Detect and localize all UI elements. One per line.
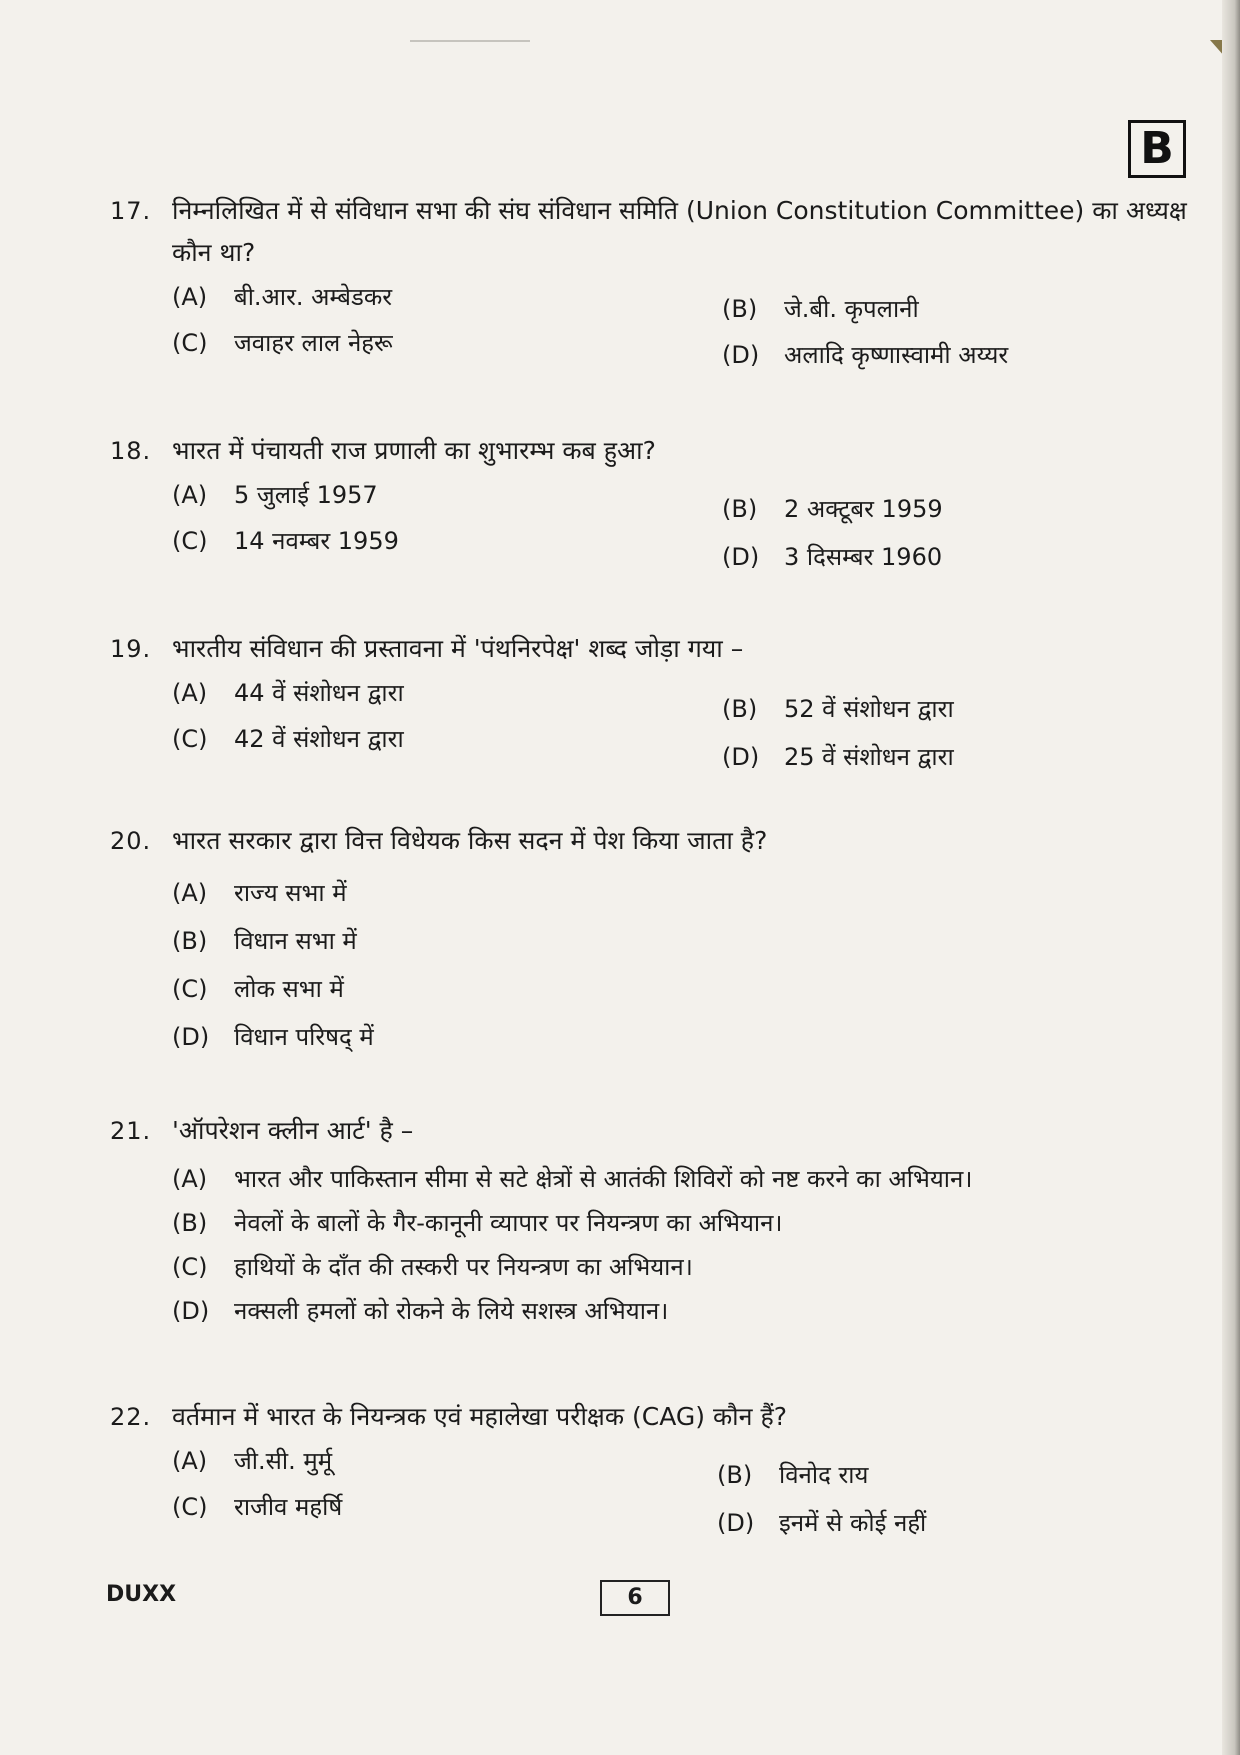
option-b: (B) 52 वें संशोधन द्वारा xyxy=(722,695,954,723)
option-b: (B) नेवलों के बालों के गैर-कानूनी व्यापार पर नियन्त्रण का अभियान। xyxy=(172,1209,783,1237)
question-19 xyxy=(110,628,1200,776)
option-c: (C) जवाहर लाल नेहरू xyxy=(172,329,393,357)
option-a: (A) बी.आर. अम्बेडकर xyxy=(172,283,393,311)
scan-smudge xyxy=(410,40,530,42)
option-d: (D) विधान परिषद् में xyxy=(172,1023,374,1051)
booklet-code: DUXX xyxy=(106,1582,177,1607)
question-text: वर्तमान में भारत के नियन्त्रक एवं महालेखा परीक्षक (CAG) कौन हैं? xyxy=(172,1402,787,1431)
question-18 xyxy=(110,430,1200,578)
question-number: 18. xyxy=(110,437,152,465)
option-d: (D) इनमें से कोई नहीं xyxy=(717,1509,927,1537)
question-text: भारतीय संविधान की प्रस्तावना में 'पंथनिरपेक्ष' शब्द जोड़ा गया – xyxy=(172,634,744,663)
page-edge-shadow xyxy=(1222,0,1240,1755)
question-number: 20. xyxy=(110,827,152,855)
option-b: (B) विनोद राय xyxy=(717,1461,869,1489)
option-a: (A) जी.सी. मुर्मू xyxy=(172,1447,333,1475)
option-b: (B) विधान सभा में xyxy=(172,927,357,955)
question-number: 17. xyxy=(110,197,152,225)
question-number: 22. xyxy=(110,1403,152,1431)
option-d: (D) अलादि कृष्णास्वामी अय्यर xyxy=(722,341,1009,369)
option-c: (C) हाथियों के दाँत की तस्करी पर नियन्त्रण का अभियान। xyxy=(172,1253,693,1281)
question-21 xyxy=(110,1110,1200,1328)
question-number: 19. xyxy=(110,635,152,663)
option-c: (C) 42 वें संशोधन द्वारा xyxy=(172,725,404,753)
question-22 xyxy=(110,1396,1200,1544)
question-text: भारत सरकार द्वारा वित्त विधेयक किस सदन में पेश किया जाता है? xyxy=(172,826,768,855)
option-b: (B) जे.बी. कृपलानी xyxy=(722,295,919,323)
option-c: (C) राजीव महर्षि xyxy=(172,1493,343,1521)
page-number-box: 6 xyxy=(600,1580,670,1616)
question-text: निम्नलिखित में से संविधान सभा की संघ संविधान समिति (Union Constitution Committee) का अध्यक्ष कौन था? xyxy=(172,196,1187,267)
option-d: (D) नक्सली हमलों को रोकने के लिये सशस्त्र अभियान। xyxy=(172,1297,669,1325)
option-c: (C) 14 नवम्बर 1959 xyxy=(172,527,399,555)
option-a: (A) 5 जुलाई 1957 xyxy=(172,481,378,509)
question-17 xyxy=(110,190,1200,380)
option-a: (A) 44 वें संशोधन द्वारा xyxy=(172,679,404,707)
question-set-code-box: B xyxy=(1128,120,1186,178)
option-a: (A) भारत और पाकिस्तान सीमा से सटे क्षेत्रों से आतंकी शिविरों को नष्ट करने का अभियान। xyxy=(172,1165,973,1193)
question-text: 'ऑपरेशन क्लीन आर्ट' है – xyxy=(172,1116,414,1145)
option-c: (C) लोक सभा में xyxy=(172,975,344,1003)
question-text: भारत में पंचायती राज प्रणाली का शुभारम्भ कब हुआ? xyxy=(172,436,656,465)
option-d: (D) 3 दिसम्बर 1960 xyxy=(722,543,943,571)
option-b: (B) 2 अक्टूबर 1959 xyxy=(722,495,943,523)
question-number: 21. xyxy=(110,1117,152,1145)
option-a: (A) राज्य सभा में xyxy=(172,879,347,907)
question-20 xyxy=(110,820,1200,1054)
option-d: (D) 25 वें संशोधन द्वारा xyxy=(722,743,954,771)
